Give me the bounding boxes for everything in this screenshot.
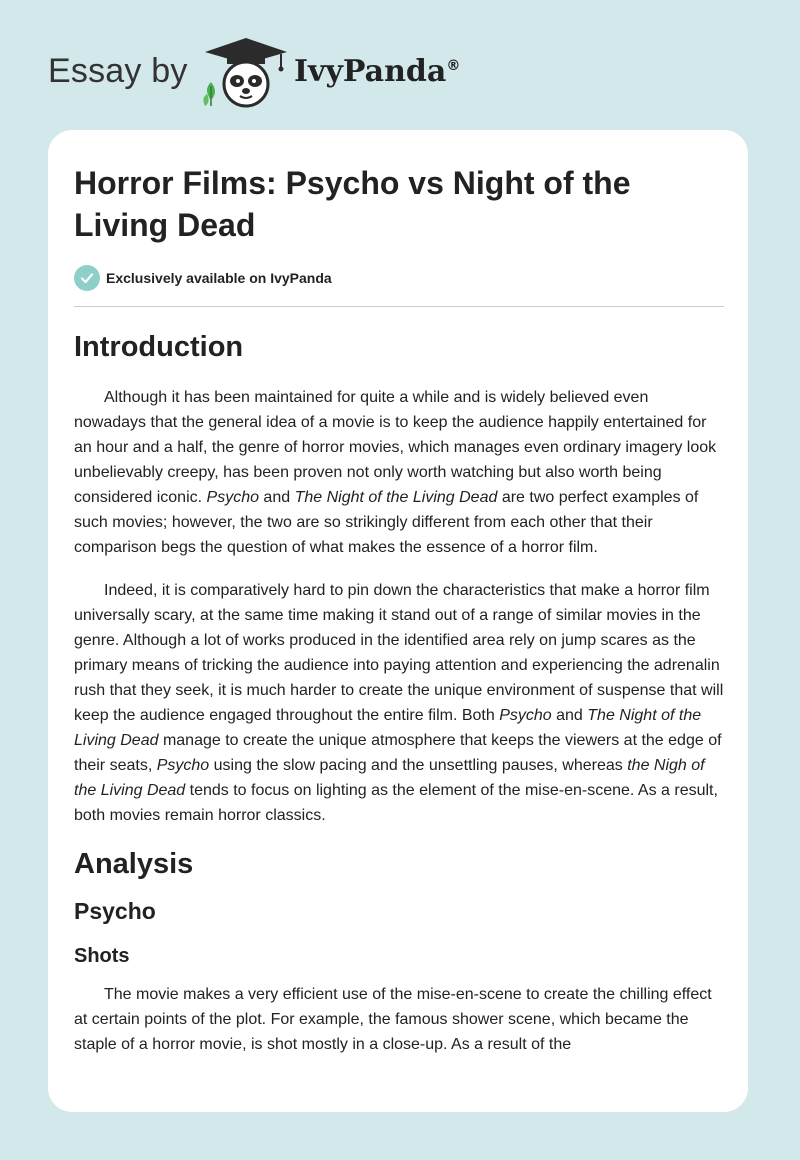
exclusive-badge-text: Exclusively available on IvyPanda [106, 270, 332, 286]
brand-name[interactable]: IvyPanda® [294, 54, 461, 89]
analysis-heading: Analysis [74, 848, 194, 880]
registered-mark: ® [446, 58, 461, 74]
check-icon [74, 265, 100, 291]
psycho-heading: Psycho [74, 898, 156, 924]
shots-heading: Shots [74, 945, 130, 967]
essay-by-label: Essay by [48, 52, 188, 90]
paragraph-3: The movie makes a very efficient use of the mise-en-scene to create the chilling effect at certain points of the plot. For example, the famous shower scene, which became the staple of a horror movie, is shot mostly in a close-up. As a result of the [74, 986, 712, 1053]
paragraph-1: Although it has been maintained for quite a while and is widely believed even nowadays that the general idea of a movie is to keep the audience happily entertained for an hour and a half, the genre of horror movies, which manages even ordinary imagery look unbelievably creepy, has been proven not only worth watching but also worth being considered iconic. Psycho and The Night of the Living Dead are two perfect examples of such movies; however, the two are so strikingly different from each other that their comparison begs the question of what makes the essence of a horror film. [74, 389, 717, 556]
brand-header [48, 34, 508, 110]
introduction-heading: Introduction [74, 331, 244, 363]
paragraph-2: Indeed, it is comparatively hard to pin down the characteristics that make a horror film universally scary, at the same time making it stand out of a range of similar movies in the genre. Although a lot of works produced in the identified area rely on jump scares as the primary means of tricking the audience into paying attention and experiencing the adrenalin rush that they seek, it is much harder to create the unique environment of suspense that will keep the audience engaged throughout the entire film. Both Psycho and The Night of the Living Dead manage to create the unique atmosphere that keeps the viewers at the edge of their seats, Psycho using the slow pacing and the unsettling pauses, whereas the Nigh of the Living Dead tends to focus on lighting as the element of the mise-en-scene. As a result, both movies remain horror classics. [74, 582, 724, 824]
essay-content [74, 162, 724, 1057]
divider [74, 306, 724, 307]
essay-card [48, 130, 748, 1112]
exclusive-badge [74, 264, 724, 292]
panda-logo-icon[interactable] [201, 34, 291, 110]
page-title: Horror Films: Psycho vs Night of the Living Dead [74, 165, 631, 243]
